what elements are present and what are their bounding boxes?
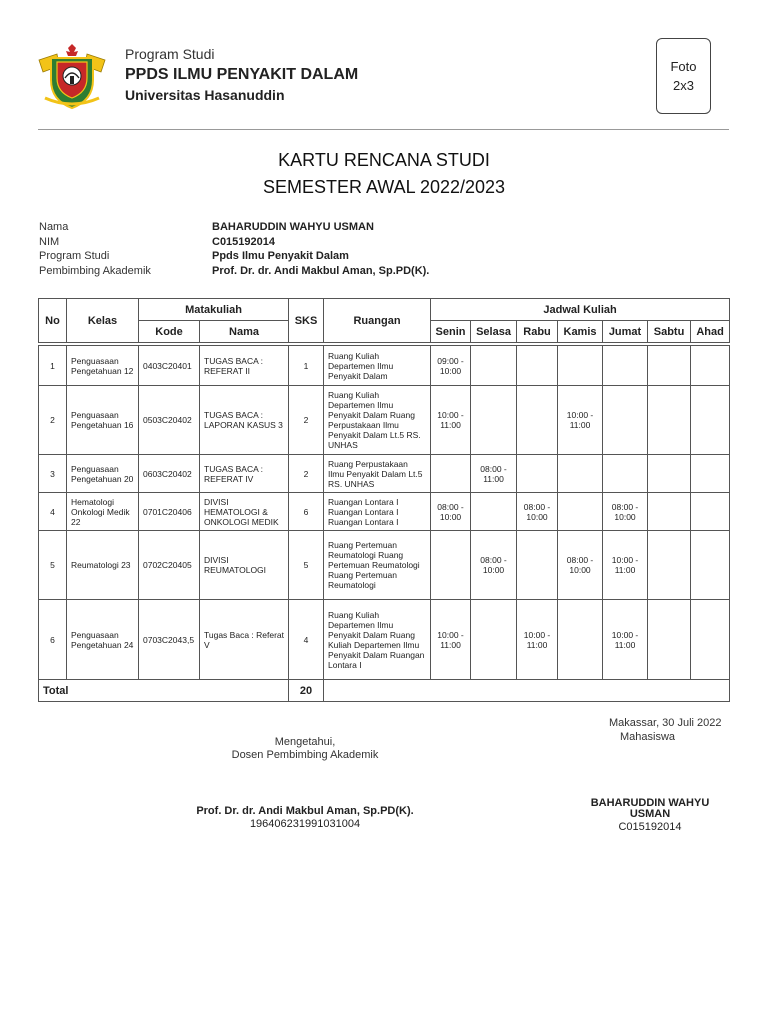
- cell-no: 6: [39, 600, 67, 680]
- student-name: BAHARUDDIN WAHYU USMAN: [590, 797, 710, 820]
- student-nim: C015192014: [618, 821, 682, 833]
- col-header-ruangan: Ruangan: [324, 299, 431, 343]
- cell-jumat: [603, 455, 648, 493]
- cell-senin: 10:00 - 11:00: [431, 386, 471, 455]
- cell-rabu: 08:00 - 10:00: [517, 493, 558, 531]
- semester-title: SEMESTER AWAL 2022/2023: [262, 177, 506, 197]
- student-role: Mahasiswa: [620, 731, 676, 743]
- table-row: [39, 600, 730, 680]
- cell-kelas: Penguasaan Pengetahuan 16: [67, 386, 139, 455]
- cell-selasa: 08:00 - 11:00: [471, 455, 517, 493]
- table-row: [39, 455, 730, 493]
- advisor-signature: [155, 805, 455, 831]
- cell-sks: 1: [289, 346, 324, 386]
- cell-rabu: [517, 531, 558, 600]
- university-name: Universitas Hasanuddin: [125, 87, 285, 103]
- cell-no: 5: [39, 531, 67, 600]
- cell-ahad: [691, 346, 730, 386]
- cell-nama: TUGAS BACA : REFERAT II: [200, 346, 289, 386]
- cell-senin: 08:00 - 10:00: [431, 493, 471, 531]
- cell-sks: 6: [289, 493, 324, 531]
- cell-kode: 0503C20402: [139, 386, 200, 455]
- info-row-name: [39, 220, 429, 235]
- info-row-advisor: [39, 264, 429, 279]
- col-header-kelas: Kelas: [67, 299, 139, 343]
- info-value: BAHARUDDIN WAHYU USMAN: [212, 221, 374, 233]
- cell-sks: 2: [289, 455, 324, 493]
- cell-kode: 0701C20406: [139, 493, 200, 531]
- cell-ahad: [691, 386, 730, 455]
- cell-kamis: 08:00 - 10:00: [558, 531, 603, 600]
- advisor-name: Prof. Dr. dr. Andi Makbul Aman, Sp.PD(K).: [196, 805, 414, 817]
- cell-ahad: [691, 531, 730, 600]
- place-date: Makassar, 30 Juli 2022: [609, 717, 722, 729]
- document-title: KARTU RENCANA STUDI: [278, 150, 490, 170]
- cell-rabu: [517, 386, 558, 455]
- cell-senin: 09:00 - 10:00: [431, 346, 471, 386]
- info-value: C015192014: [212, 235, 276, 248]
- col-header-day: Senin: [431, 321, 471, 343]
- cell-senin: [431, 455, 471, 493]
- cell-nama: DIVISI REUMATOLOGI: [200, 531, 289, 600]
- cell-nama: TUGAS BACA : LAPORAN KASUS 3: [200, 386, 289, 455]
- table-row: [39, 346, 730, 386]
- program-label: Program Studi: [125, 46, 215, 62]
- info-value: Prof. Dr. dr. Andi Makbul Aman, Sp.PD(K).: [212, 264, 430, 277]
- cell-kode: 0702C20405: [139, 531, 200, 600]
- schedule-table: [38, 298, 730, 702]
- cell-nama: Tugas Baca : Referat V: [200, 600, 289, 680]
- col-header-day: Ahad: [691, 321, 730, 343]
- cell-ruangan: Ruang Kuliah Departemen Ilmu Penyakit Dalam: [324, 346, 431, 386]
- cell-kelas: Reumatologi 23: [67, 531, 139, 600]
- cell-sabtu: [648, 455, 691, 493]
- acknowledge-label: Mengetahui,: [274, 736, 336, 748]
- cell-kelas: Penguasaan Pengetahuan 24: [67, 600, 139, 680]
- cell-sabtu: [648, 600, 691, 680]
- total-row: [39, 680, 730, 702]
- col-header-jadwal: Jadwal Kuliah: [431, 299, 730, 321]
- cell-jumat: 10:00 - 11:00: [603, 531, 648, 600]
- program-name: PPDS ILMU PENYAKIT DALAM: [125, 66, 359, 83]
- col-header-day: Sabtu: [648, 321, 691, 343]
- cell-no: 4: [39, 493, 67, 531]
- info-label: Nama: [39, 221, 69, 233]
- col-header-kode: Kode: [139, 321, 200, 343]
- total-empty: [324, 680, 730, 702]
- cell-ruangan: Ruang Kuliah Departemen Ilmu Penyakit Dalam Ruang Perpustakaan Ilmu Penyakit Dalam Lt.5 RS. UNHAS: [324, 386, 431, 455]
- info-label: Pembimbing Akademik: [39, 264, 151, 277]
- cell-kamis: 10:00 - 11:00: [558, 386, 603, 455]
- cell-selasa: [471, 493, 517, 531]
- cell-kamis: [558, 455, 603, 493]
- cell-kamis: [558, 346, 603, 386]
- cell-ruangan: Ruang Perpustakaan Ilmu Penyakit Dalam Lt.5 RS. UNHAS: [324, 455, 431, 493]
- university-logo: [37, 40, 107, 112]
- cell-kode: 0603C20402: [139, 455, 200, 493]
- info-row-program: [39, 249, 429, 264]
- cell-kamis: [558, 600, 603, 680]
- table-row: [39, 386, 730, 455]
- total-sks: 20: [289, 680, 324, 702]
- student-info: [39, 220, 429, 278]
- total-label: Total: [39, 680, 289, 702]
- student-signature: [585, 798, 715, 833]
- cell-kelas: Penguasaan Pengetahuan 12: [67, 346, 139, 386]
- cell-ruangan: Ruang Kuliah Departemen Ilmu Penyakit Dalam Ruang Kuliah Departemen Ilmu Penyakit Dalam Ruangan Lontara I: [324, 600, 431, 680]
- cell-ruangan: Ruangan Lontara I Ruangan Lontara I Ruangan Lontara I: [324, 493, 431, 531]
- acknowledgement: [175, 736, 435, 762]
- col-header-nama: Nama: [200, 321, 289, 343]
- cell-sabtu: [648, 531, 691, 600]
- info-label: Program Studi: [39, 250, 110, 262]
- cell-kamis: [558, 493, 603, 531]
- cell-sabtu: [648, 386, 691, 455]
- cell-selasa: [471, 600, 517, 680]
- cell-kode: 0703C2043,5: [139, 600, 200, 680]
- info-row-nim: [39, 235, 429, 250]
- cell-selasa: [471, 386, 517, 455]
- header-divider: [38, 129, 729, 130]
- cell-ahad: [691, 600, 730, 680]
- cell-sks: 2: [289, 386, 324, 455]
- cell-ahad: [691, 493, 730, 531]
- cell-rabu: 10:00 - 11:00: [517, 600, 558, 680]
- cell-jumat: 10:00 - 11:00: [603, 600, 648, 680]
- cell-rabu: [517, 346, 558, 386]
- cell-jumat: [603, 346, 648, 386]
- cell-nama: DIVISI HEMATOLOGI & ONKOLOGI MEDIK: [200, 493, 289, 531]
- cell-kode: 0403C20401: [139, 346, 200, 386]
- photo-placeholder: [656, 38, 711, 114]
- cell-sabtu: [648, 493, 691, 531]
- photo-label: Foto: [670, 59, 697, 74]
- cell-no: 1: [39, 346, 67, 386]
- cell-selasa: [471, 346, 517, 386]
- cell-no: 3: [39, 455, 67, 493]
- table-row: [39, 493, 730, 531]
- info-label: NIM: [39, 235, 60, 248]
- cell-sks: 5: [289, 531, 324, 600]
- cell-jumat: [603, 386, 648, 455]
- col-header-day: Rabu: [517, 321, 558, 343]
- col-header-day: Kamis: [558, 321, 603, 343]
- cell-kelas: Penguasaan Pengetahuan 20: [67, 455, 139, 493]
- cell-no: 2: [39, 386, 67, 455]
- col-header-matakuliah: Matakuliah: [139, 299, 289, 321]
- table-row: [39, 531, 730, 600]
- info-value: Ppds Ilmu Penyakit Dalam: [212, 250, 349, 262]
- cell-senin: [431, 531, 471, 600]
- cell-jumat: 08:00 - 10:00: [603, 493, 648, 531]
- cell-ruangan: Ruang Pertemuan Reumatologi Ruang Pertemuan Reumatologi Ruang Pertemuan Reumatologi: [324, 531, 431, 600]
- col-header-day: Jumat: [603, 321, 648, 343]
- cell-sabtu: [648, 346, 691, 386]
- col-header-sks: SKS: [289, 299, 324, 343]
- cell-senin: 10:00 - 11:00: [431, 600, 471, 680]
- advisor-nip: 196406231991031004: [249, 818, 361, 830]
- cell-ahad: [691, 455, 730, 493]
- cell-sks: 4: [289, 600, 324, 680]
- col-header-no: No: [39, 299, 67, 343]
- photo-size: 2x3: [673, 78, 694, 93]
- advisor-role: Dosen Pembimbing Akademik: [231, 749, 379, 761]
- cell-selasa: 08:00 - 10:00: [471, 531, 517, 600]
- cell-nama: TUGAS BACA : REFERAT IV: [200, 455, 289, 493]
- cell-kelas: Hematologi Onkologi Medik 22: [67, 493, 139, 531]
- cell-rabu: [517, 455, 558, 493]
- col-header-day: Selasa: [471, 321, 517, 343]
